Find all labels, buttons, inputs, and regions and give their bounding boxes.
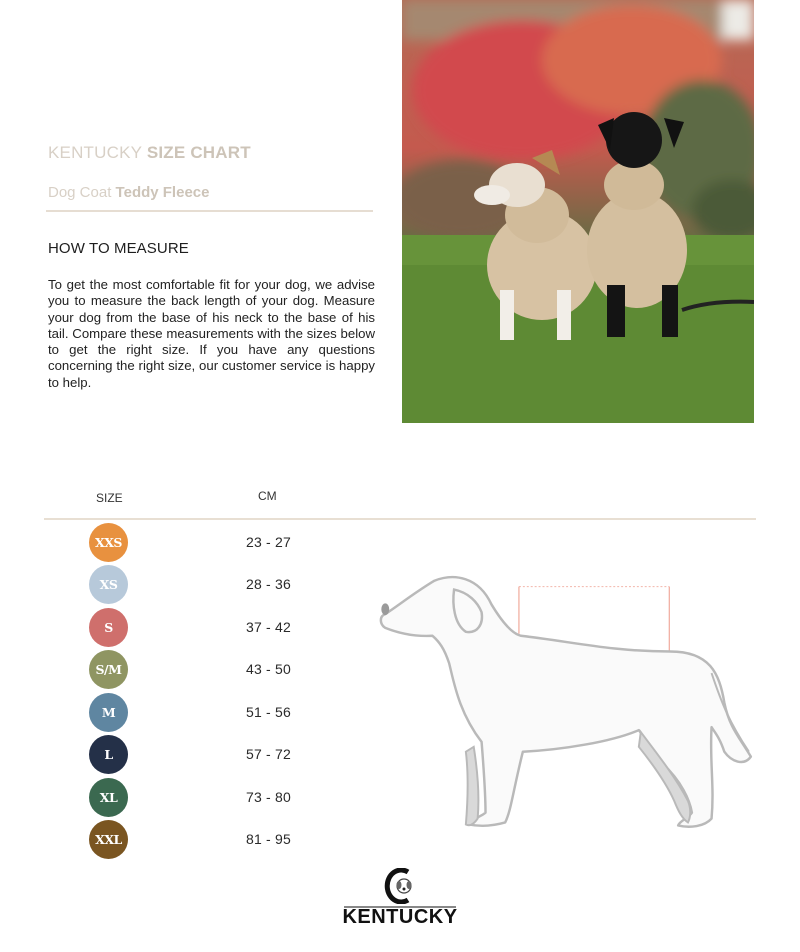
dogs-photo-illustration: [402, 0, 754, 423]
size-cm-range: 57 - 72: [246, 746, 291, 762]
size-badge: L: [89, 735, 128, 774]
size-row: [89, 693, 319, 733]
size-badge: S: [89, 608, 128, 647]
size-badge: XXS: [89, 523, 128, 562]
size-badge: S/M: [89, 650, 128, 689]
brand-logo: [338, 868, 462, 930]
size-row: [89, 820, 319, 860]
size-row: [89, 650, 319, 690]
product-subtitle: Dog Coat Teddy Fleece: [48, 184, 210, 201]
page-title: KENTUCKY SIZE CHART: [48, 143, 251, 162]
size-cm-range: 37 - 42: [246, 619, 291, 635]
title-divider: [46, 210, 373, 212]
size-row: [89, 565, 319, 605]
column-header-size: SIZE: [96, 491, 123, 505]
size-row: [89, 523, 319, 563]
dog-measurement-diagram: [372, 565, 772, 850]
size-badge: XS: [89, 565, 128, 604]
size-cm-range: 73 - 80: [246, 789, 291, 805]
size-badge: XXL: [89, 820, 128, 859]
brand-wordmark: KENTUCKY: [342, 906, 458, 928]
size-cm-range: 28 - 36: [246, 576, 291, 592]
size-cm-range: 43 - 50: [246, 661, 291, 677]
size-cm-range: 51 - 56: [246, 704, 291, 720]
how-to-measure-heading: HOW TO MEASURE: [48, 240, 189, 257]
size-badge: M: [89, 693, 128, 732]
size-badge: XL: [89, 778, 128, 817]
kentucky-c-dog-icon: [384, 868, 414, 904]
size-row: [89, 778, 319, 818]
size-cm-range: 81 - 95: [246, 831, 291, 847]
size-row: [89, 608, 319, 648]
product-photo: [402, 0, 754, 423]
size-cm-range: 23 - 27: [246, 534, 291, 550]
size-row: [89, 735, 319, 775]
column-header-cm: CM: [258, 489, 277, 503]
table-divider: [44, 518, 756, 520]
how-to-measure-text: To get the most comfortable fit for your dog, we advise you to measure the back length of your dog. Measure your dog from the base of his neck to the base of his tail. Compare these measurements with the sizes below to get the right size. If you have any questions concerning the right size, our customer service is happy to help.: [48, 277, 375, 390]
dog-outline-icon: [372, 565, 772, 850]
